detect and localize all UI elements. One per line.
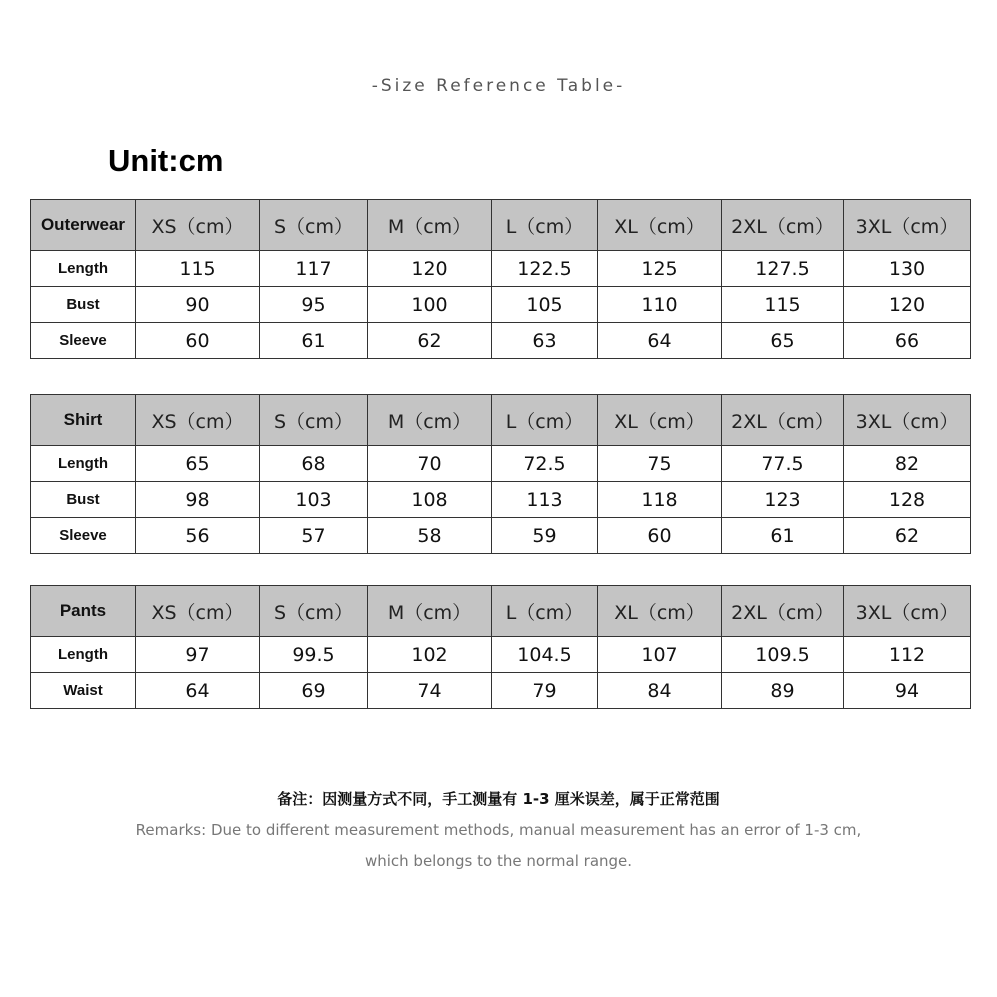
table-row [31,482,971,518]
table-cell: 109.5 [722,637,844,673]
table-cell: 98 [136,482,260,518]
shirt-size-table [30,394,971,554]
table-cell: 57 [260,518,368,554]
table-cell: 99.5 [260,637,368,673]
table-cell: 117 [260,251,368,287]
table-cell: 72.5 [492,446,598,482]
row-label: Sleeve [31,518,136,554]
table-cell: 70 [368,446,492,482]
table-cell: 100 [368,287,492,323]
category-header: Pants [31,586,136,637]
row-label: Sleeve [31,323,136,359]
size-header-3xl: 3XL（cm） [844,200,971,251]
pants-size-table [30,585,971,709]
table-cell: 103 [260,482,368,518]
table-cell: 74 [368,673,492,709]
table-cell: 66 [844,323,971,359]
size-header-3xl: 3XL（cm） [844,395,971,446]
row-label: Bust [31,482,136,518]
table-cell: 127.5 [722,251,844,287]
table-cell: 123 [722,482,844,518]
row-label: Bust [31,287,136,323]
size-header-2xl: 2XL（cm） [722,586,844,637]
table-cell: 79 [492,673,598,709]
table-cell: 120 [368,251,492,287]
table-cell: 108 [368,482,492,518]
table-cell: 120 [844,287,971,323]
size-header-l: L（cm） [492,395,598,446]
outerwear-size-table [30,199,971,359]
remark-english-line1: Remarks: Due to different measurement methods, manual measurement has an error of 1-3 cm, [135,821,862,839]
table-cell: 113 [492,482,598,518]
table-cell: 94 [844,673,971,709]
table-cell: 60 [598,518,722,554]
table-header-row [31,586,971,637]
table-cell: 90 [136,287,260,323]
table-cell: 84 [598,673,722,709]
row-label: Length [31,637,136,673]
table-cell: 62 [368,323,492,359]
size-header-xs: XS（cm） [136,200,260,251]
page-title: -Size Reference Table- [371,76,626,96]
table-cell: 115 [136,251,260,287]
size-header-s: S（cm） [260,395,368,446]
row-label: Length [31,446,136,482]
size-header-m: M（cm） [368,200,492,251]
remark-english-line2: which belongs to the normal range. [364,852,633,870]
table-cell: 77.5 [722,446,844,482]
size-header-xs: XS（cm） [136,586,260,637]
row-label: Waist [31,673,136,709]
table-cell: 61 [260,323,368,359]
unit-label: Unit:cm [108,143,224,178]
table-cell: 64 [136,673,260,709]
category-header: Shirt [31,395,136,446]
table-row [31,446,971,482]
size-header-3xl: 3XL（cm） [844,586,971,637]
table-cell: 62 [844,518,971,554]
table-cell: 68 [260,446,368,482]
size-header-2xl: 2XL（cm） [722,200,844,251]
table-row [31,287,971,323]
remark-chinese: 备注：因测量方式不同，手工测量有 1-3 厘米误差，属于正常范围 [277,790,720,808]
table-cell: 64 [598,323,722,359]
table-header-row [31,395,971,446]
table-cell: 82 [844,446,971,482]
table-cell: 118 [598,482,722,518]
size-header-xl: XL（cm） [598,395,722,446]
table-cell: 69 [260,673,368,709]
table-row [31,518,971,554]
table-row [31,323,971,359]
table-cell: 61 [722,518,844,554]
table-cell: 58 [368,518,492,554]
row-label: Length [31,251,136,287]
table-cell: 65 [136,446,260,482]
table-cell: 130 [844,251,971,287]
table-cell: 128 [844,482,971,518]
table-cell: 104.5 [492,637,598,673]
size-header-s: S（cm） [260,200,368,251]
table-cell: 89 [722,673,844,709]
table-header-row [31,200,971,251]
size-header-l: L（cm） [492,586,598,637]
table-cell: 110 [598,287,722,323]
table-cell: 95 [260,287,368,323]
table-cell: 60 [136,323,260,359]
category-header: Outerwear [31,200,136,251]
size-header-s: S（cm） [260,586,368,637]
size-header-xs: XS（cm） [136,395,260,446]
table-cell: 105 [492,287,598,323]
table-row [31,673,971,709]
table-cell: 59 [492,518,598,554]
table-cell: 97 [136,637,260,673]
table-cell: 112 [844,637,971,673]
size-header-m: M（cm） [368,395,492,446]
size-header-l: L（cm） [492,200,598,251]
table-cell: 75 [598,446,722,482]
table-cell: 102 [368,637,492,673]
table-cell: 63 [492,323,598,359]
table-cell: 65 [722,323,844,359]
table-cell: 115 [722,287,844,323]
table-cell: 125 [598,251,722,287]
table-cell: 107 [598,637,722,673]
size-header-2xl: 2XL（cm） [722,395,844,446]
table-row [31,637,971,673]
size-header-m: M（cm） [368,586,492,637]
size-header-xl: XL（cm） [598,586,722,637]
size-header-xl: XL（cm） [598,200,722,251]
table-cell: 122.5 [492,251,598,287]
table-cell: 56 [136,518,260,554]
table-row [31,251,971,287]
